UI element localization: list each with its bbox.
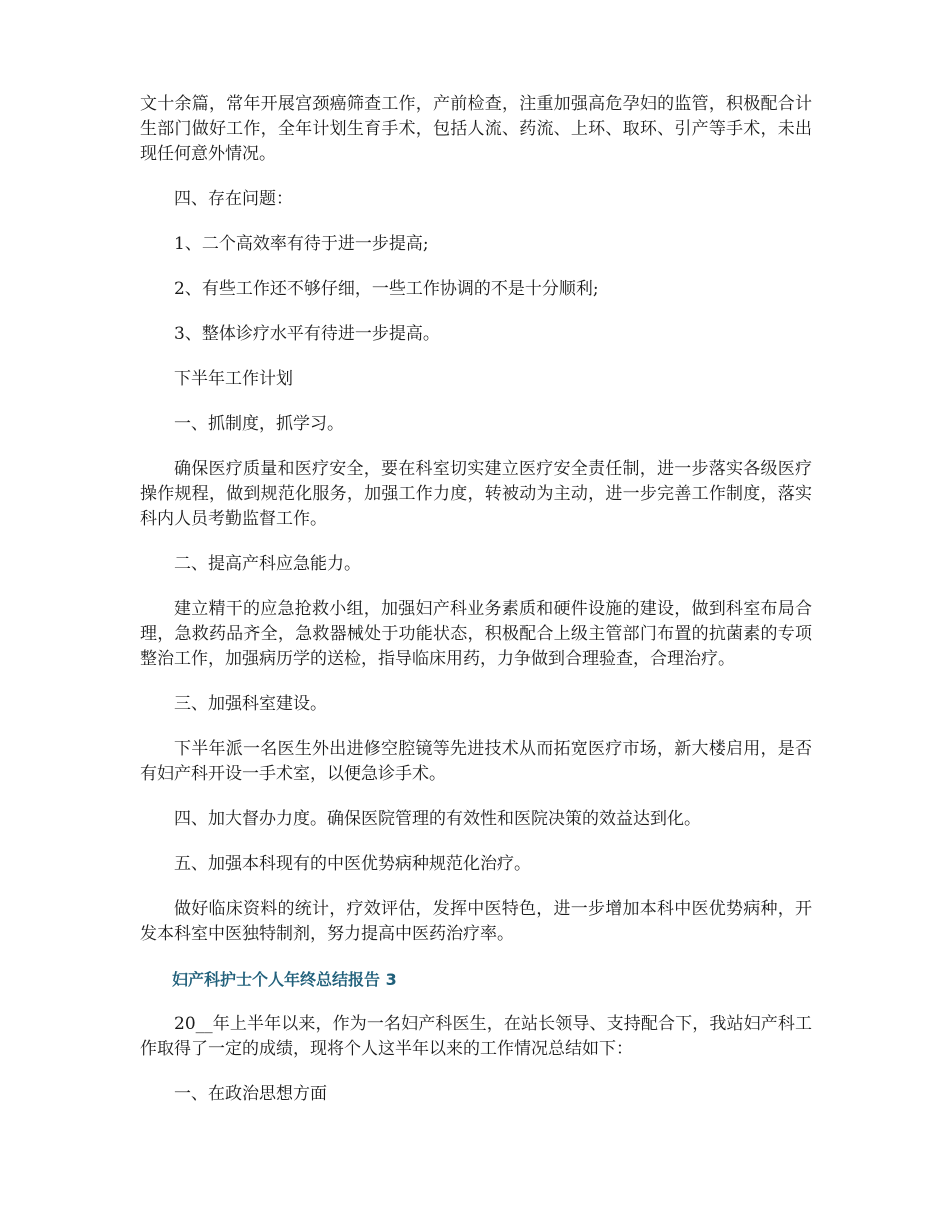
paragraph-plan-2-body: 建立精干的应急抢救小组，加强妇产科业务素质和硬件设施的建设，做到科室布局合理，急救药品齐全，急救器械处于功能状态，积极配合上级主管部门布置的抗菌素的专项整治工作，加强病历学的送检，指导临床用药，力争做到合理验查，合理治疗。 <box>140 599 812 669</box>
paragraph-problem-1: 1、二个高效率有待于进一步提高; <box>174 234 429 254</box>
paragraph-plan-title: 下半年工作计划 <box>174 369 293 389</box>
section-heading: 妇产科护士个人年终总结报告 3 <box>172 970 397 989</box>
paragraph-problem-2: 2、有些工作还不够仔细，一些工作协调的不是十分顺利; <box>174 279 599 299</box>
paragraph-plan-1-title: 一、抓制度，抓学习。 <box>174 414 344 434</box>
paragraph-plan-4: 四、加大督办力度。确保医院管理的有效性和医院决策的效益达到化。 <box>174 809 701 829</box>
document-body <box>140 92 812 1127</box>
paragraph-continuation: 文十余篇，常年开展宫颈癌筛查工作，产前检查，注重加强高危孕妇的监管，积极配合计生部门做好工作，全年计划生育手术，包括人流、药流、上环、取环、引产等手术，未出现任何意外情况。 <box>140 94 812 164</box>
paragraph-problem-3: 3、整体诊疗水平有待进一步提高。 <box>174 324 440 344</box>
paragraph-section-first-point: 一、在政治思想方面 <box>174 1084 327 1104</box>
paragraph-section-intro: 20__年上半年以来，作为一名妇产科医生，在站长领导、支持配合下，我站妇产科工作取得了一定的成绩，现将个人这半年以来的工作情况总结如下： <box>140 1014 812 1059</box>
paragraph-plan-5-title: 五、加强本科现有的中医优势病种规范化治疗。 <box>174 854 531 874</box>
paragraph-plan-5-body: 做好临床资料的统计，疗效评估，发挥中医特色，进一步增加本科中医优势病种，开发本科室中医独特制剂，努力提高中医药治疗率。 <box>140 899 812 944</box>
paragraph-plan-2-title: 二、提高产科应急能力。 <box>174 554 361 574</box>
paragraph-plan-3-title: 三、加强科室建设。 <box>174 694 327 714</box>
paragraph-problems-heading: 四、存在问题： <box>174 189 293 209</box>
paragraph-plan-3-body: 下半年派一名医生外出进修空腔镜等先进技术从而拓宽医疗市场，新大楼启用，是否有妇产科开设一手术室，以便急诊手术。 <box>140 739 812 784</box>
paragraph-plan-1-body: 确保医疗质量和医疗安全，要在科室切实建立医疗安全责任制，进一步落实各级医疗操作规程，做到规范化服务，加强工作力度，转被动为主动，进一步完善工作制度，落实科内人员考勤监督工作。 <box>140 459 812 529</box>
